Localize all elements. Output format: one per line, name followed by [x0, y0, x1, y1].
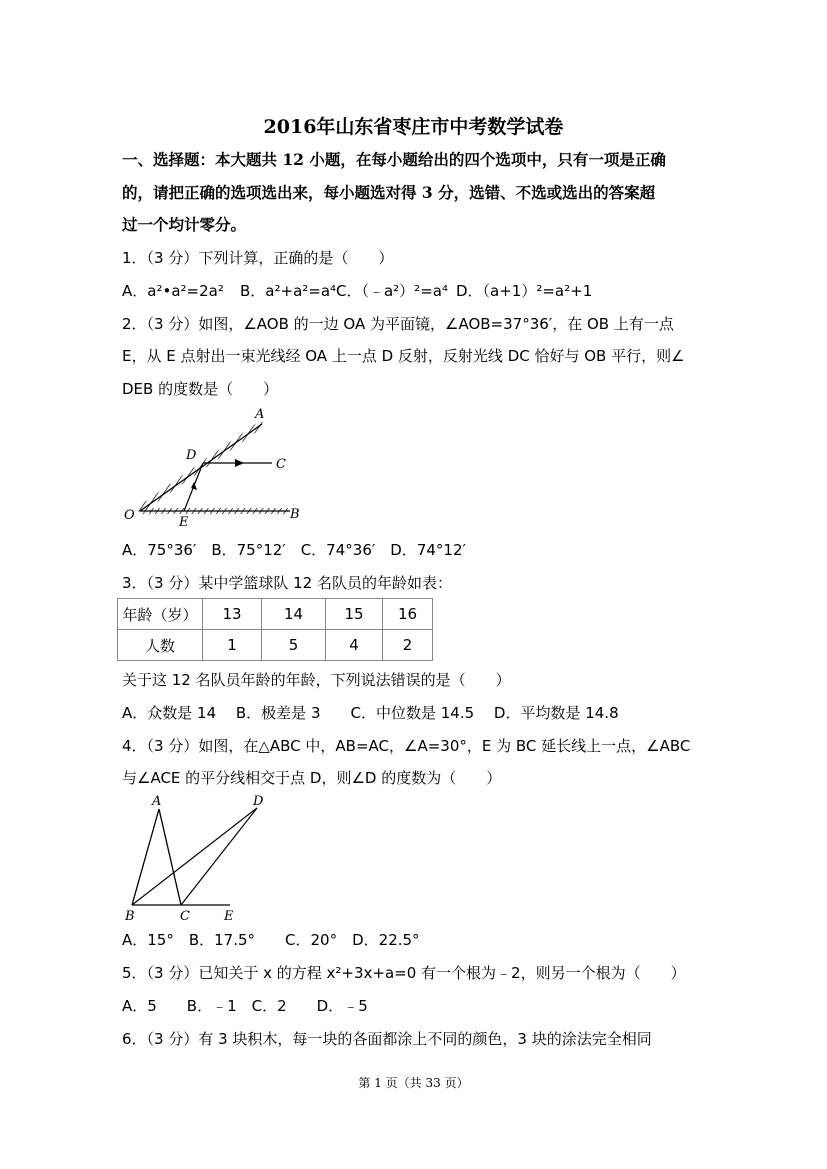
q2-stem-line-1: 2．（3 分）如图，∠AOB 的一边 OA 为平面镜，∠AOB=37°36′，在 OB 上有一点 [122, 315, 674, 333]
q4-triangle-figure [120, 790, 280, 925]
table-cell: 15 [326, 599, 383, 630]
section-heading-line-2: 的，请把正确的选项选出来，每小题选对得 3 分，选错、不选或选出的答案超 [122, 183, 656, 202]
label-a: A [152, 794, 162, 809]
arrow-dc [235, 459, 244, 467]
q4-stem-line-1: 4．（3 分）如图，在△ABC 中，AB=AC，∠A=30°，E 为 BC 延长线上一点，∠ABC [122, 737, 691, 755]
q2-stem-line-3: DEB 的度数是（ ） [122, 380, 279, 398]
page-title: 2016年山东省枣庄市中考数学试卷 [263, 116, 564, 138]
table-cell: 13 [203, 599, 262, 630]
table-cell: 16 [383, 599, 433, 630]
q1-options [122, 281, 592, 301]
label-d: D [186, 448, 197, 463]
q1-option-a: A．a²•a²=2a² [122, 282, 224, 300]
q1-option-b: B．a²+a²=a⁴ [240, 282, 337, 300]
segment-cd [181, 808, 257, 905]
label-o: O [124, 508, 135, 523]
label-e: E [179, 515, 189, 529]
q4-stem-line-2: 与∠ACE 的平分线相交于点 D，则∠D 的度数为（ ） [122, 769, 502, 787]
page-footer: 第 1 页（共 33 页） [358, 1076, 469, 1090]
section-heading-line-3: 过一个均计零分。 [122, 215, 247, 234]
table-row [118, 630, 433, 661]
arrow-ed [191, 482, 197, 490]
table-cell: 14 [262, 599, 326, 630]
q4-options: A．15° B．17.5° C．20° D．22.5° [122, 931, 420, 949]
q1-stem: 1．（3 分）下列计算，正确的是（ ） [122, 249, 394, 267]
age-table [117, 598, 433, 661]
q1-option-c: C．（﹣a²）²=a⁴ [336, 282, 448, 300]
table-cell: 1 [203, 630, 262, 661]
label-b: B [290, 507, 300, 522]
q5-options: A．5 B．﹣1 C．2 D．﹣5 [122, 997, 368, 1015]
q3-follow: 关于这 12 名队员年龄的年龄，下列说法错误的是（ ） [122, 671, 511, 689]
q3-stem: 3．（3 分）某中学篮球队 12 名队员的年龄如表： [122, 574, 452, 592]
segment-ab [132, 809, 159, 905]
table-row [118, 599, 433, 630]
table-cell: 5 [262, 630, 326, 661]
q1-option-d: D．（a+1）²=a²+1 [456, 282, 593, 300]
label-a: A [255, 407, 265, 422]
q6-stem: 6．（3 分）有 3 块积木，每一块的各面都涂上不同的颜色，3 块的涂法完全相同 [122, 1030, 652, 1048]
q2-stem-line-2: E，从 E 点射出一束光线经 OA 上一点 D 反射，反射光线 DC 恰好与 OB 平行，则∠ [122, 347, 685, 365]
segment-bd [132, 808, 257, 905]
q2-mirror-figure [122, 404, 312, 529]
label-e: E [224, 909, 234, 924]
table-cell: 人数 [118, 630, 203, 661]
label-d: D [253, 794, 264, 809]
q5-stem: 5．（3 分）已知关于 x 的方程 x²+3x+a=0 有一个根为﹣2，则另一个根为（ ） [122, 964, 686, 982]
segment-ac [159, 809, 181, 905]
label-b: B [125, 909, 135, 924]
q2-options: A．75°36′ B．75°12′ C．74°36′ D．74°12′ [122, 541, 466, 559]
section-heading-line-1: 一、选择题：本大题共 12 小题，在每小题给出的四个选项中，只有一项是正确 [122, 150, 666, 169]
q3-options: A．众数是 14 B．极差是 3 C．中位数是 14.5 D．平均数是 14.8 [122, 704, 619, 722]
table-cell: 年龄（岁） [118, 599, 203, 630]
label-c: C [276, 457, 286, 472]
table-cell: 4 [326, 630, 383, 661]
table-cell: 2 [383, 630, 433, 661]
label-c: C [180, 909, 190, 924]
